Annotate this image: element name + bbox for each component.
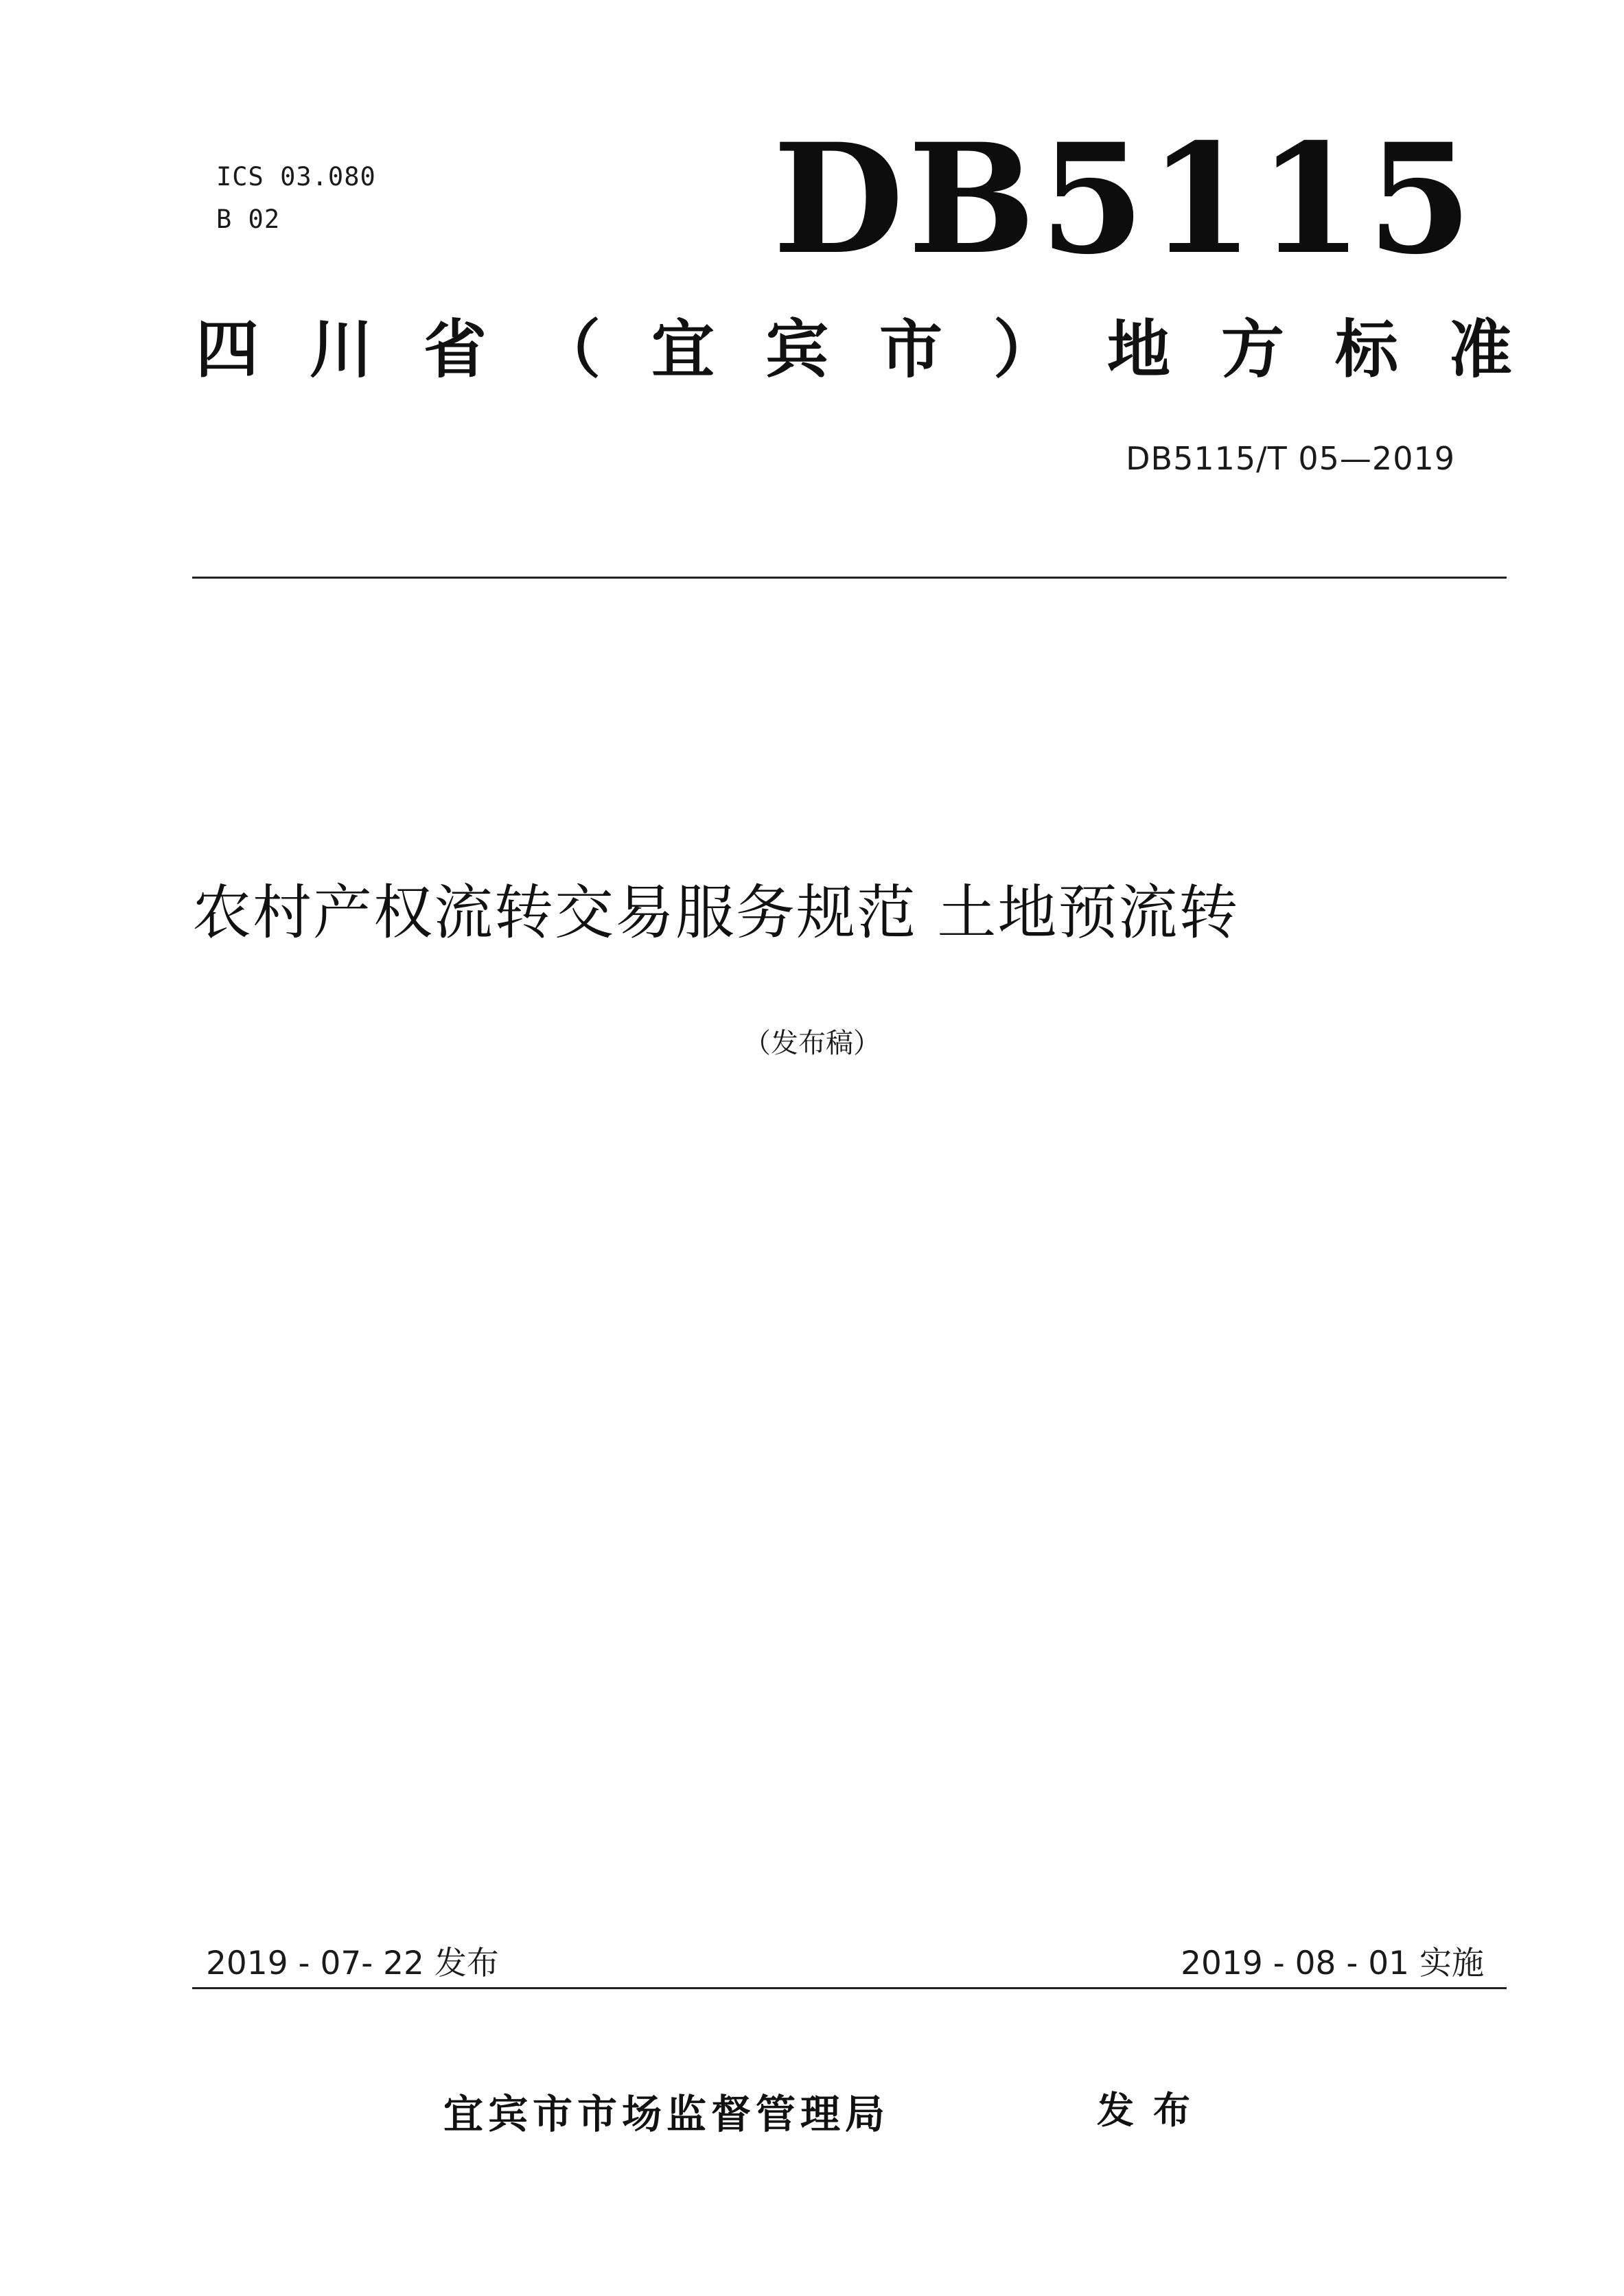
publish-label: 发布 — [1097, 2089, 1209, 2132]
ics-code: ICS 03.080 — [216, 162, 376, 192]
db-code-logo: DB5115 — [772, 110, 1476, 288]
draft-status: （发布稿） — [743, 1028, 881, 1059]
publisher-name: 宜宾市市场监督管理局 — [443, 2091, 890, 2137]
implementation-date: 2019 - 08 - 01 实施 — [1181, 1945, 1484, 1982]
ccs-code: B 02 — [216, 205, 281, 234]
bottom-divider — [192, 1987, 1507, 1989]
standard-number: DB5115/T 05—2019 — [1126, 440, 1455, 477]
document-title: 农村产权流转交易服务规范 土地预流转 — [192, 879, 1240, 947]
standard-type-heading: 四川省（宜宾市）地方标准 — [196, 313, 1564, 386]
issue-date: 2019 - 07- 22 发布 — [206, 1945, 499, 1982]
top-divider — [192, 577, 1507, 579]
